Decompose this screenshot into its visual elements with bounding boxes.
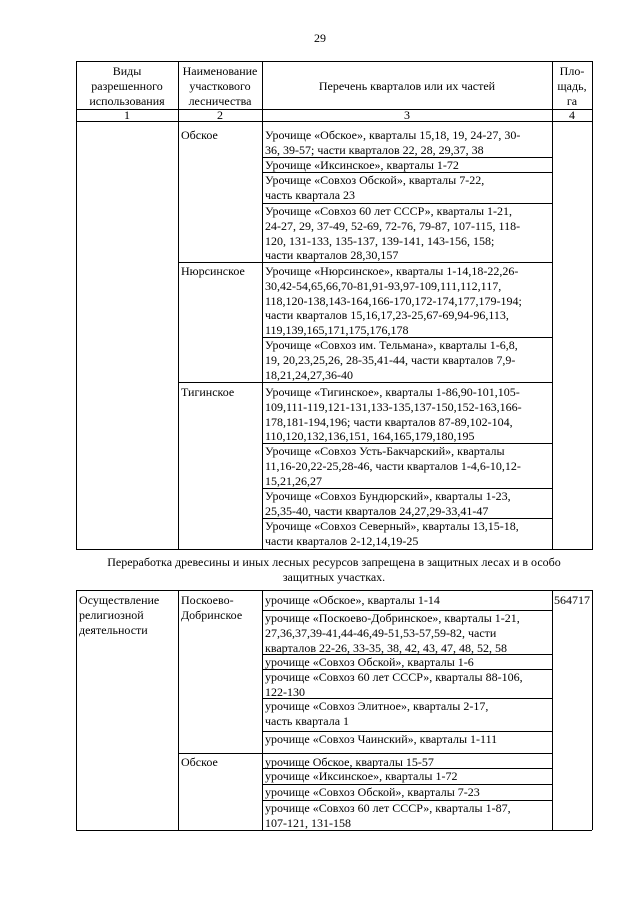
banner-line: защитных участках. bbox=[282, 570, 386, 584]
quarter-list-line: 19, 20,23,25,26, 28-35,41-44, части кварталов 7,9- bbox=[265, 352, 516, 367]
forestry-divider bbox=[178, 262, 552, 263]
quarter-list-line: 18,21,24,27,36-40 bbox=[265, 367, 353, 382]
column-rule bbox=[262, 590, 263, 830]
header-area-line: Пло- bbox=[559, 64, 585, 78]
quarter-list-line: урочище «Совхоз Чаинский», кварталы 1-111 bbox=[265, 732, 498, 746]
forestry-name: Обское bbox=[181, 755, 218, 769]
page-number: 29 bbox=[314, 31, 326, 45]
quarter-list-line: 178,181-194,196; части кварталов 87-89,102-104, bbox=[265, 414, 513, 429]
quarter-list-line: урочище «Совхоз 60 лет СССР», кварталы 88-106, bbox=[265, 670, 523, 684]
quarter-list-line: Урочище «Иксинское», кварталы 1-72 bbox=[265, 158, 459, 172]
quarter-list-line: 36, 39-57; части кварталов 22, 28, 29,37, 38 bbox=[265, 142, 484, 157]
header-area-line: щадь, bbox=[557, 78, 587, 93]
forestry-name: Обское bbox=[181, 128, 218, 142]
quarter-list-line: Урочище «Обское», кварталы 15,18, 19, 24-27, 30- bbox=[265, 128, 521, 142]
quarter-list-line: урочище «Иксинское», кварталы 1-72 bbox=[265, 769, 458, 783]
column-rule bbox=[552, 61, 553, 550]
column-rule bbox=[592, 590, 593, 830]
header-use-line: использования bbox=[89, 93, 165, 108]
quarter-list-line: урочище «Совхоз 60 лет СССР», кварталы 1-87, bbox=[265, 801, 511, 815]
quarter-list-line: части кварталов 28,30,157 bbox=[265, 248, 399, 263]
quarter-list-line: Урочище «Совхоз Северный», кварталы 13,15-18, bbox=[265, 519, 519, 533]
column-rule bbox=[178, 61, 179, 550]
use-type-line: деятельности bbox=[79, 622, 148, 637]
forestry-name: Добринское bbox=[181, 608, 243, 622]
quarter-list-line: 11,16-20,22-25,28-46, части кварталов 1-4,6-10,12- bbox=[265, 458, 521, 473]
forestry-name: Нюрсинское bbox=[181, 264, 245, 278]
area-value: 564717 bbox=[554, 593, 590, 607]
header-use-line: Виды bbox=[112, 64, 142, 78]
header-forestry-line: участкового bbox=[189, 78, 251, 93]
use-type-line: религиозной bbox=[79, 607, 144, 622]
column-rule bbox=[262, 61, 263, 550]
header-area-line: га bbox=[566, 93, 578, 108]
quarter-list-line: 110,120,132,136,151, 164,165,179,180,195 bbox=[265, 429, 475, 444]
forestry-divider bbox=[178, 753, 552, 754]
forestry-divider bbox=[178, 382, 552, 383]
quarter-list-line: Урочище «Совхоз Усть-Бакчарский», кварталы bbox=[265, 444, 505, 458]
header-forestry-line: лесничества bbox=[188, 93, 252, 108]
column-rule bbox=[178, 590, 179, 830]
column-rule bbox=[592, 61, 593, 550]
quarter-list-line: Урочище «Совхоз Бундюрский», кварталы 1-23, bbox=[265, 489, 511, 503]
section-rule bbox=[76, 549, 592, 550]
quarter-list-line: 30,42-54,65,66,70-81,91-93,97-109,111,112,117, bbox=[265, 278, 502, 293]
forestry-name: Тигинское bbox=[181, 385, 235, 399]
quarter-list-line: урочище «Совхоз Обской», кварталы 1-6 bbox=[265, 655, 474, 669]
column-number: 3 bbox=[404, 108, 410, 122]
quarter-list-line: Урочище «Совхоз Обской», кварталы 7-22, bbox=[265, 173, 485, 187]
quarter-list-line: 118,120-138,143-164,166-170,172-174,177,179-194; bbox=[265, 293, 522, 308]
section-rule bbox=[76, 590, 592, 591]
column-number: 4 bbox=[569, 108, 575, 122]
column-number: 2 bbox=[217, 108, 223, 122]
forestry-name: Поскоево- bbox=[181, 593, 234, 607]
quarter-list-line: 120, 131-133, 135-137, 139-141, 143-156, 158; bbox=[265, 233, 495, 248]
banner-line: Переработка древесины и иных лесных ресурсов запрещена в защитных лесах и в особо bbox=[107, 555, 561, 569]
use-type-line: Осуществление bbox=[79, 593, 160, 607]
quarter-list-line: Урочище «Тигинское», кварталы 1-86,90-101,105- bbox=[265, 385, 520, 399]
quarter-list-line: 122-130 bbox=[265, 684, 305, 699]
column-rule bbox=[552, 590, 553, 830]
quarter-list-line: 107-121, 131-158 bbox=[265, 815, 351, 830]
quarter-list-line: части кварталов 2-12,14,19-25 bbox=[265, 533, 419, 548]
quarter-list-line: Урочище «Совхоз им. Тельмана», кварталы 1-6,8, bbox=[265, 338, 518, 352]
quarter-list-line: 27,36,37,39-41,44-46,49-51,53-57,59-82, части bbox=[265, 625, 497, 640]
table-bottom-border bbox=[76, 830, 592, 831]
quarter-list-line: 119,139,165,171,175,176,178 bbox=[265, 323, 409, 338]
quarter-list-line: часть квартала 1 bbox=[265, 713, 350, 728]
column-rule bbox=[76, 61, 77, 550]
quarter-list-line: урочище Обское, кварталы 15-57 bbox=[265, 755, 434, 769]
quarter-list-line: урочище «Обское», кварталы 1-14 bbox=[265, 593, 440, 607]
quarter-list-line: 25,35-40, части кварталов 24,27,29-33,41-47 bbox=[265, 503, 489, 518]
quarter-list-line: кварталов 22-26, 33-35, 38, 42, 43, 47, 48, 52, 58 bbox=[265, 640, 507, 655]
quarter-list-line: части кварталов 15,16,17,23-25,67-69,94-96,113, bbox=[265, 308, 509, 323]
quarter-list-line: 109,111-119,121-131,133-135,137-150,152-163,166- bbox=[265, 399, 522, 414]
table-top-border bbox=[76, 61, 592, 62]
quarter-list-line: урочище «Совхоз Обской», кварталы 7-23 bbox=[265, 785, 480, 799]
quarter-list-line: 15,21,26,27 bbox=[265, 473, 322, 488]
quarter-list-line: 24-27, 29, 37-49, 52-69, 72-76, 79-87, 107-115, 118- bbox=[265, 218, 521, 233]
quarter-list-line: урочище «Поскоево-Добринское», кварталы 1-21, bbox=[265, 611, 520, 625]
quarter-list-line: Урочище «Нюрсинское», кварталы 1-14,18-22,26- bbox=[265, 264, 519, 278]
quarter-list-line: часть квартала 23 bbox=[265, 187, 356, 202]
header-list: Перечень кварталов или их частей bbox=[318, 79, 496, 93]
quarter-list-line: урочище «Совхоз Элитное», кварталы 2-17, bbox=[265, 699, 489, 713]
column-rule bbox=[76, 590, 77, 830]
header-forestry-line: Наименование bbox=[182, 64, 258, 78]
header-use-line: разрешенного bbox=[91, 78, 163, 93]
column-number: 1 bbox=[124, 108, 130, 122]
quarter-list-line: Урочище «Совхоз 60 лет СССР», кварталы 1-21, bbox=[265, 204, 513, 218]
